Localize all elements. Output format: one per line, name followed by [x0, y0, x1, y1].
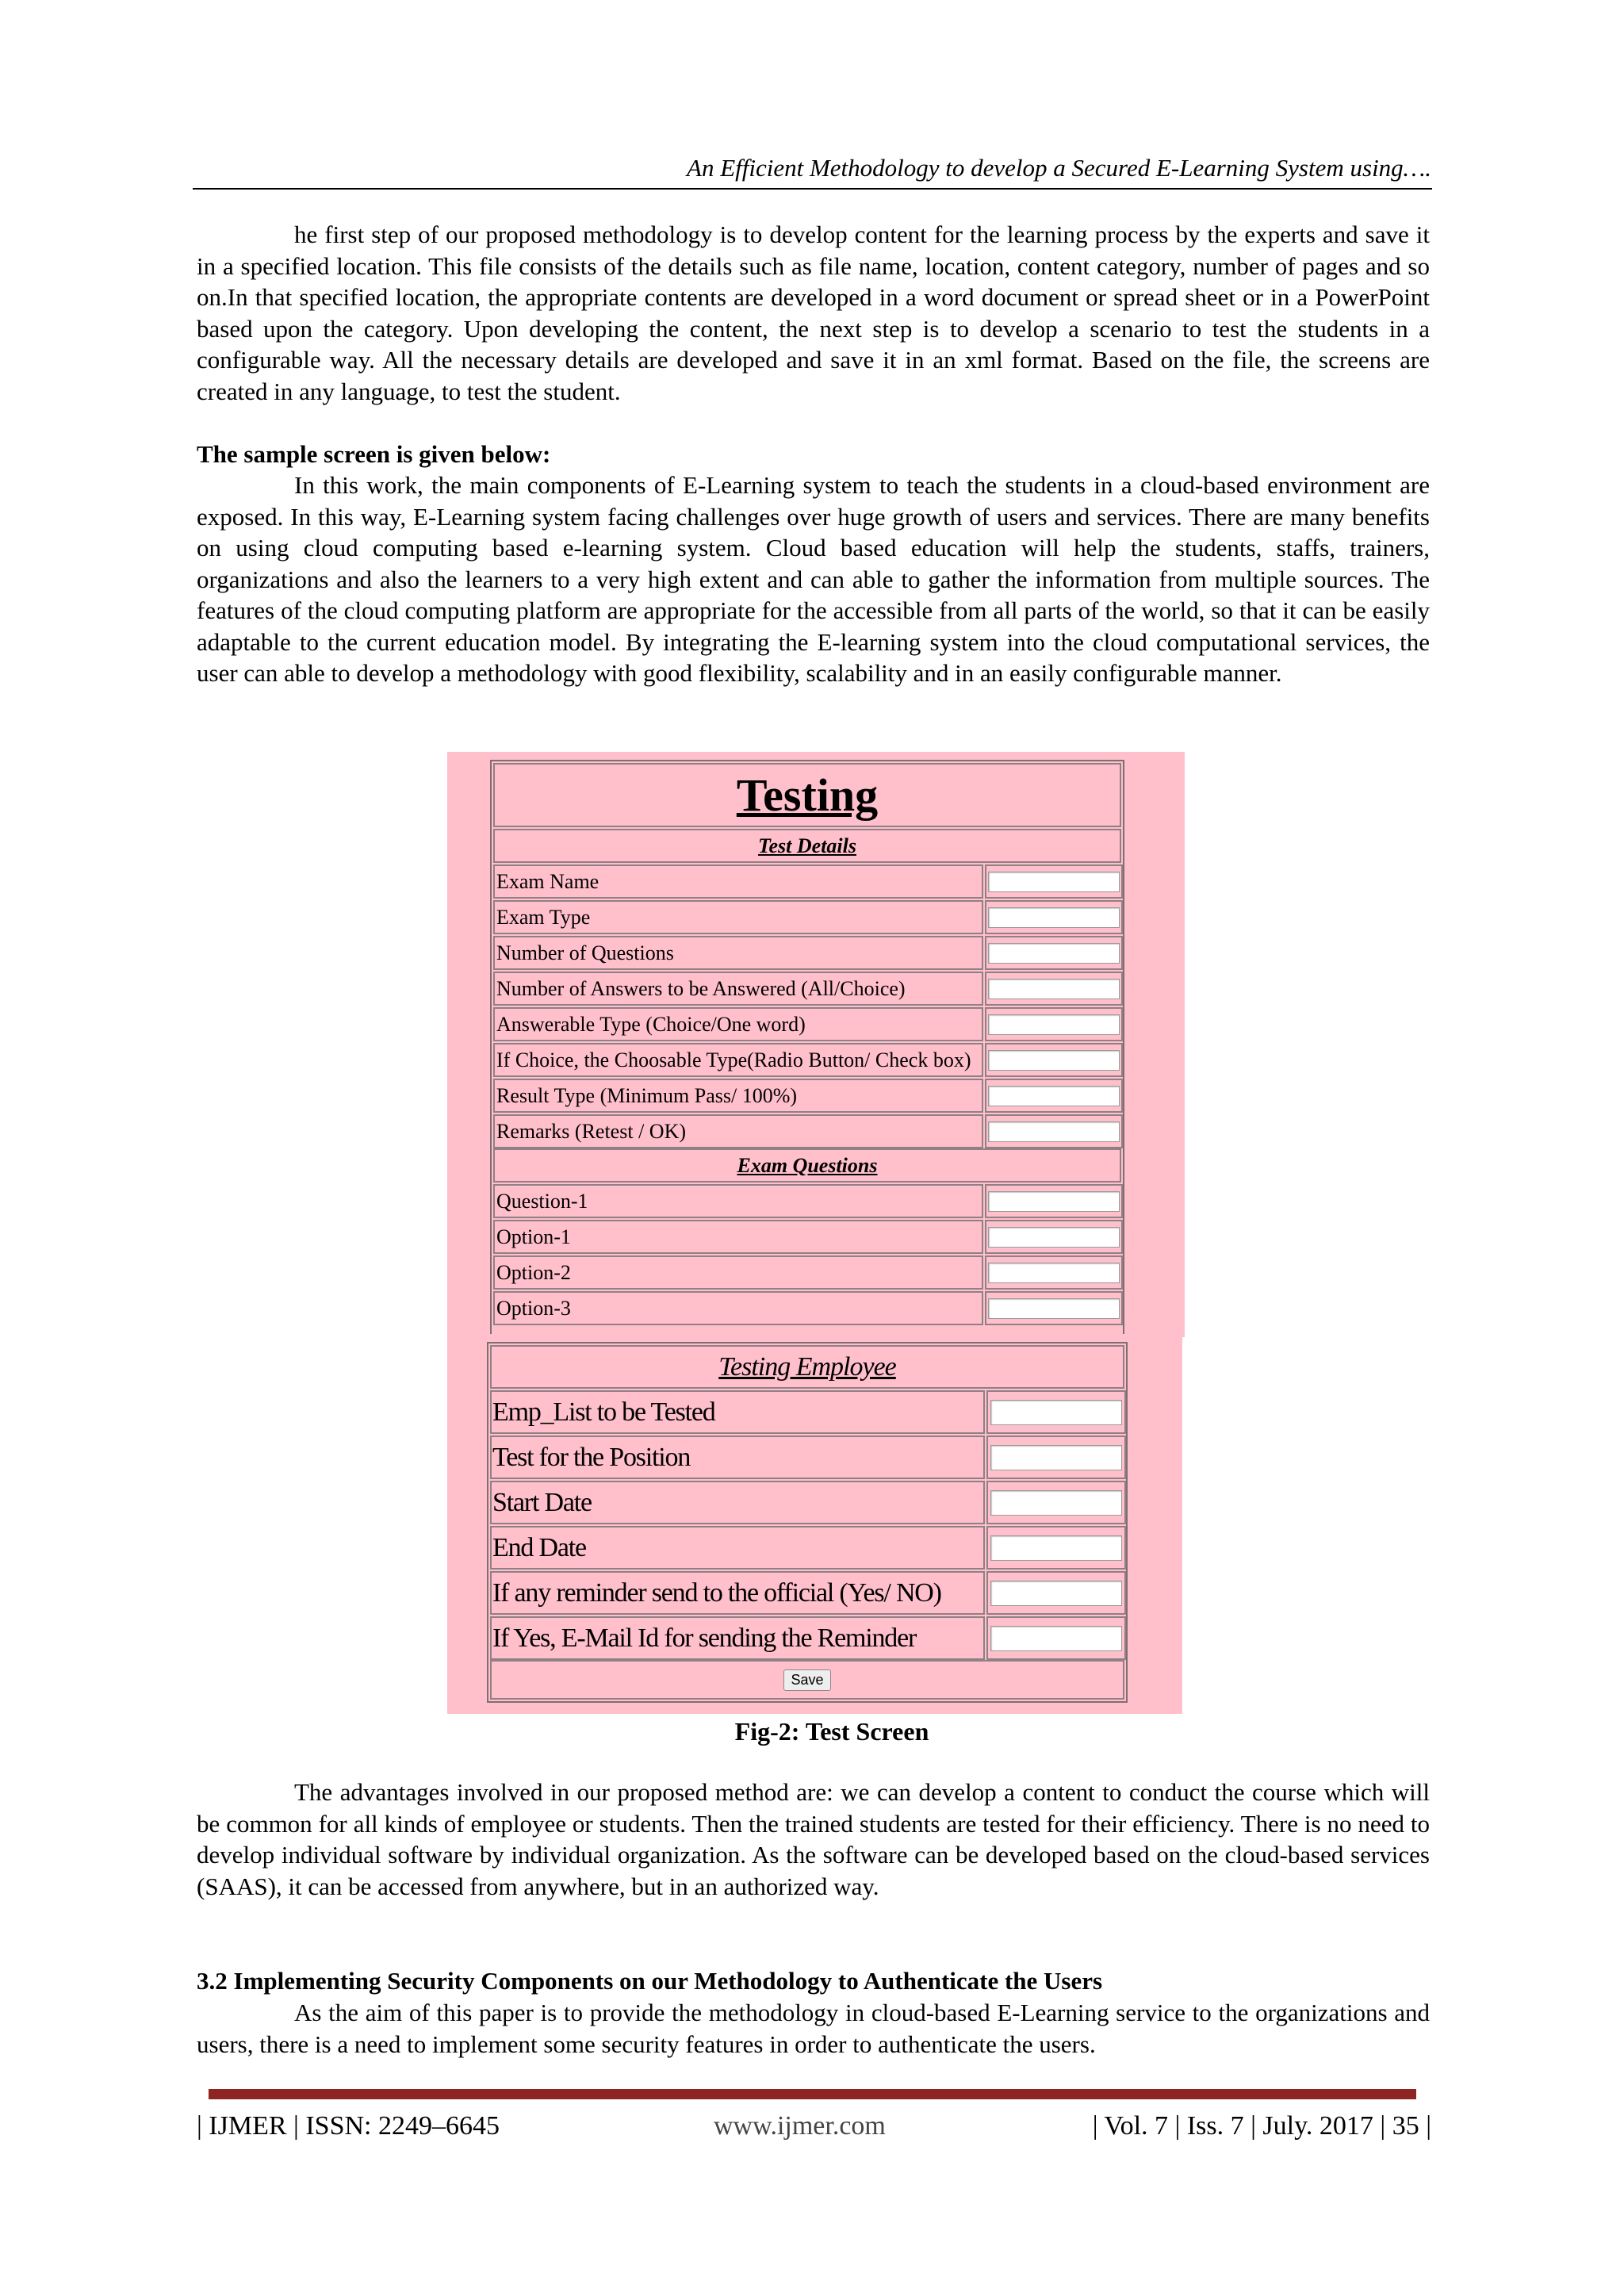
- field-input[interactable]: [988, 1050, 1120, 1071]
- field-input[interactable]: [988, 979, 1120, 999]
- field-input-cell: [985, 1184, 1123, 1218]
- field-input[interactable]: [988, 1121, 1120, 1142]
- field-input[interactable]: [988, 943, 1120, 964]
- field-label: If Choice, the Choosable Type(Radio Button/ Check box): [493, 1043, 983, 1077]
- field-input[interactable]: [990, 1400, 1122, 1425]
- field-label: Option-3: [493, 1291, 983, 1325]
- field-input-cell: [985, 1291, 1123, 1325]
- test-details-heading-cell: [493, 829, 1121, 863]
- field-input[interactable]: [988, 1014, 1120, 1035]
- field-input-cell: [986, 1481, 1126, 1524]
- field-input-cell: [985, 1007, 1123, 1041]
- field-input-cell: [985, 1043, 1123, 1077]
- field-label: Number of Answers to be Answered (All/Choice): [493, 972, 983, 1006]
- figure-caption: Fig-2: Test Screen: [734, 1717, 929, 1746]
- field-input-cell: [986, 1390, 1126, 1434]
- test-details-heading: Test Details: [758, 834, 856, 857]
- field-input[interactable]: [988, 907, 1120, 928]
- field-input-cell: [986, 1435, 1126, 1479]
- field-label: Exam Name: [493, 864, 983, 899]
- save-row: [490, 1660, 1124, 1700]
- field-label: End Date: [490, 1526, 985, 1570]
- field-input[interactable]: [988, 1298, 1120, 1319]
- field-input[interactable]: [988, 1086, 1120, 1106]
- field-input-cell: [985, 936, 1123, 970]
- save-button[interactable]: Save: [783, 1669, 830, 1691]
- field-input[interactable]: [990, 1490, 1122, 1516]
- field-input[interactable]: [988, 872, 1120, 892]
- exam-questions-heading: Exam Questions: [737, 1153, 878, 1177]
- section-heading: 3.2 Implementing Security Components on our Methodology to Authenticate the Users: [197, 1967, 1103, 1995]
- footer-website: www.ijmer.com: [714, 2111, 886, 2141]
- field-label: Exam Type: [493, 900, 983, 934]
- field-input-cell: [985, 1255, 1123, 1290]
- paragraph-advantages: The advantages involved in our proposed method are: we can develop a content to conduct the course which will be common for all kinds of employee or students. Then the trained students are tested for their efficiency. There is no need to develop individual software by individual organization. As the software can be developed based on the cloud-based services (SAAS), it can be accessed from anywhere, but in an authorized way.: [197, 1778, 1430, 1900]
- field-input-cell: [985, 900, 1123, 934]
- field-label: If Yes, E-Mail Id for sending the Reminder: [490, 1616, 985, 1660]
- running-header: An Efficient Methodology to develop a Secured E-Learning System using….: [687, 154, 1431, 182]
- figure-bottom-panel: [447, 1334, 1182, 1714]
- test-screen-figure: [447, 752, 1185, 1714]
- field-label: Question-1: [493, 1184, 983, 1218]
- figure-top-panel: [447, 752, 1185, 1337]
- field-label: If any reminder send to the official (Yes/ NO): [490, 1571, 985, 1615]
- field-input[interactable]: [988, 1191, 1120, 1212]
- paragraph-intro: he first step of our proposed methodology is to develop content for the learning process by the experts and save it in a specified location. This file consists of the details such as file name, location, content category, number of pages and so on.In that specified location, the appropriate contents are developed in a word document or spread sheet or in a PowerPoint based upon the category. Upon developing the content, the next step is to develop a scenario to test the students in a configurable way. All the necessary details are developed and save it in an xml format. Based on the file, the screens are created in any language, to test the student.: [197, 220, 1430, 405]
- field-label: Start Date: [490, 1481, 985, 1524]
- field-input[interactable]: [988, 1227, 1120, 1248]
- form-title: Testing: [736, 769, 879, 821]
- field-input[interactable]: [988, 1263, 1120, 1283]
- field-input-cell: [985, 864, 1123, 899]
- field-input-cell: [985, 1079, 1123, 1113]
- field-label: Result Type (Minimum Pass/ 100%): [493, 1079, 983, 1113]
- field-label: Answerable Type (Choice/One word): [493, 1007, 983, 1041]
- field-label: Option-2: [493, 1255, 983, 1290]
- testing-employee-form: [487, 1342, 1128, 1703]
- field-label: Test for the Position: [490, 1435, 985, 1479]
- field-input[interactable]: [990, 1626, 1122, 1651]
- field-input-cell: [985, 1220, 1123, 1254]
- paragraph-security: As the aim of this paper is to provide the methodology in cloud-based E-Learning service to the organizations and users, there is a need to implement some security features in order to authenticate the users.: [197, 1999, 1430, 2058]
- field-input[interactable]: [990, 1535, 1122, 1561]
- field-input-cell: [986, 1571, 1126, 1615]
- form-title-cell: [493, 763, 1121, 827]
- sample-screen-heading: The sample screen is given below:: [197, 440, 551, 468]
- header-rule: [193, 188, 1432, 190]
- exam-questions-heading-cell: [493, 1148, 1121, 1182]
- field-label: Number of Questions: [493, 936, 983, 970]
- footer-volume: | Vol. 7 | Iss. 7 | July. 2017 | 35 |: [1092, 2111, 1431, 2141]
- field-input[interactable]: [990, 1581, 1122, 1606]
- field-input[interactable]: [990, 1445, 1122, 1470]
- footer-rule: [209, 2089, 1416, 2099]
- field-label: Remarks (Retest / OK): [493, 1114, 983, 1148]
- employee-heading-cell: [490, 1345, 1124, 1389]
- test-details-form: [490, 760, 1124, 1337]
- field-label: Option-1: [493, 1220, 983, 1254]
- field-input-cell: [985, 972, 1123, 1006]
- footer-journal: | IJMER | ISSN: 2249–6645: [197, 2111, 500, 2141]
- field-label: Emp_List to be Tested: [490, 1390, 985, 1434]
- field-input-cell: [986, 1526, 1126, 1570]
- field-input-cell: [986, 1616, 1126, 1660]
- paragraph-cloud: In this work, the main components of E-Learning system to teach the students in a cloud-based environment are exposed. In this way, E-Learning system facing challenges over huge growth of users and services. There are many benefits on using cloud computing based e-learning system. Cloud based education will help the students, staffs, trainers, organizations and also the learners to a very high extent and can able to gather the information from multiple sources. The features of the cloud computing platform are appropriate for the accessible from all parts of the world, so that it can be easily adaptable to the current education model. By integrating the E-learning system into the cloud computational services, the user can able to develop a methodology with good flexibility, scalability and in an easily configurable manner.: [197, 471, 1430, 687]
- employee-heading: Testing Employee: [718, 1351, 896, 1382]
- field-input-cell: [985, 1114, 1123, 1148]
